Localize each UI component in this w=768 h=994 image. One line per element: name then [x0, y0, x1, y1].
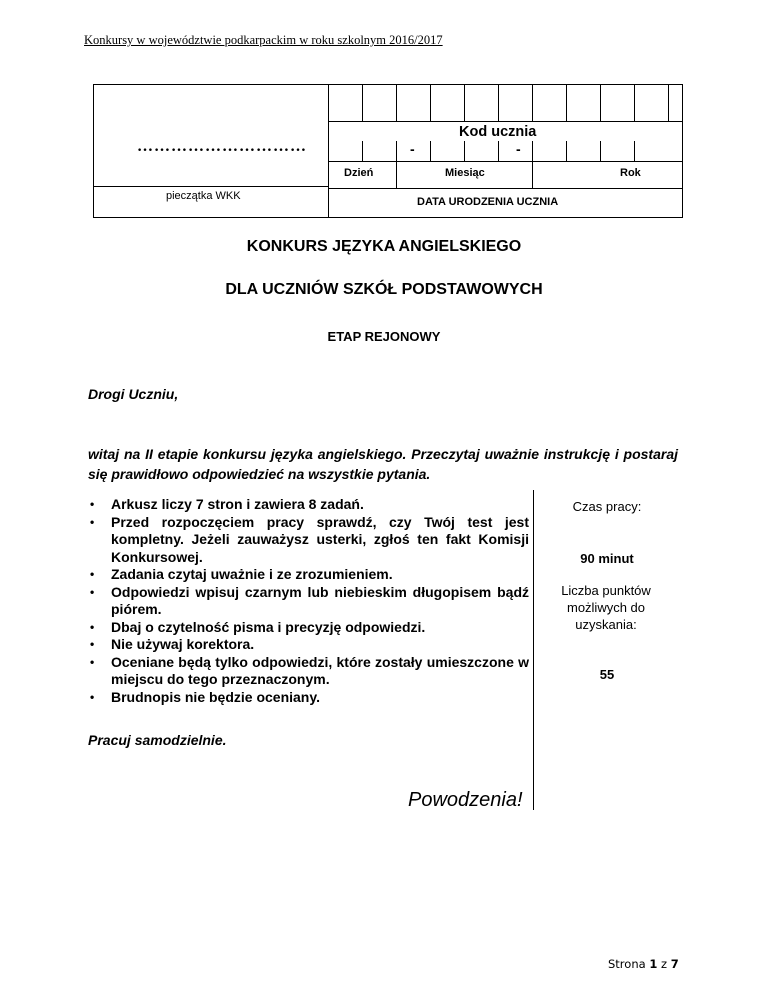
code-cell[interactable]: [532, 84, 566, 121]
contest-title: KONKURS JĘZYKA ANGIELSKIEGO: [246, 238, 522, 255]
good-luck: Powodzenia!: [408, 789, 523, 811]
list-item: • Oceniane będą tylko odpowiedzi, które zostały umieszczone w miejscu do tego przeznaczonym.: [111, 654, 529, 689]
points-value: 55: [599, 667, 615, 682]
stamp-label: pieczątka WKK: [166, 190, 241, 202]
date-cell-divider: [634, 141, 635, 161]
footer-middle: z: [657, 957, 671, 971]
code-cell[interactable]: [634, 84, 668, 121]
list-item: • Odpowiedzi wpisuj czarnym lub niebieskim długopisem bądź piórem.: [111, 584, 529, 619]
code-cells: [328, 84, 702, 121]
time-label: Czas pracy:: [572, 499, 642, 514]
code-cell[interactable]: [328, 84, 362, 121]
list-item: • Brudnopis nie będzie oceniany.: [111, 689, 529, 707]
list-item: • Przed rozpoczęciem pracy sprawdź, czy Twój test jest kompletny. Jeżeli zauważysz usterki, zgłoś ten fakt Komisji Konkursowej.: [111, 514, 529, 567]
date-separator: -: [516, 141, 521, 157]
greeting: Drogi Uczniu,: [88, 386, 179, 402]
work-alone-note: Pracuj samodzielnie.: [88, 732, 227, 748]
student-code-label: Kod ucznia: [459, 124, 537, 140]
stamp-placeholder: …………………………: [137, 138, 307, 155]
intro-text: witaj na II etapie konkursu języka angielskiego. Przeczytaj uważnie instrukcję i postaraj się prawidłowo odpowiedzieć na wszystkie pytania.: [88, 446, 678, 482]
code-cell[interactable]: [396, 84, 430, 121]
list-item: • Nie używaj korektora.: [111, 636, 529, 654]
code-cell[interactable]: [668, 84, 702, 121]
code-cell[interactable]: [430, 84, 464, 121]
date-cell-divider: [362, 141, 363, 161]
date-separator: -: [410, 141, 415, 157]
list-item: • Arkusz liczy 7 stron i zawiera 8 zadań.: [111, 496, 529, 514]
date-top-line: [328, 161, 682, 162]
points-label: Liczba punktów możliwych do uzyskania:: [561, 583, 651, 632]
year-label: Rok: [620, 167, 641, 179]
time-value: 90 minut: [580, 551, 634, 566]
footer-prefix: Strona: [608, 957, 650, 971]
page-header: Konkursy w województwie podkarpackim w roku szkolnym 2016/2017: [84, 33, 443, 47]
page-footer: [608, 957, 679, 971]
code-cell[interactable]: [362, 84, 396, 121]
code-cell[interactable]: [600, 84, 634, 121]
day-label: Dzień: [344, 167, 374, 179]
code-top-line: [328, 121, 682, 122]
column-separator: [533, 490, 534, 810]
date-cell-divider: [396, 141, 397, 188]
dob-label: DATA URODZENIA UCZNIA: [417, 196, 559, 208]
stage-label: ETAP REJONOWY: [327, 329, 441, 344]
date-cell-divider: [430, 141, 431, 161]
contest-subtitle: DLA UCZNIÓW SZKÓŁ PODSTAWOWYCH: [225, 281, 543, 298]
code-cell[interactable]: [566, 84, 600, 121]
date-cell-divider: [566, 141, 567, 161]
date-cell-divider: [464, 141, 465, 161]
list-item: • Zadania czytaj uważnie i ze zrozumieniem.: [111, 566, 529, 584]
instructions-list: [88, 496, 529, 706]
stamp-divider: [93, 186, 328, 187]
date-bottom-line: [328, 188, 682, 189]
date-cell-divider: [498, 141, 499, 161]
list-item: • Dbaj o czytelność pisma i precyzję odpowiedzi.: [111, 619, 529, 637]
page-total: 7: [670, 957, 679, 971]
month-label: Miesiąc: [445, 167, 485, 179]
date-cell-divider: [532, 141, 533, 188]
code-cell[interactable]: [464, 84, 498, 121]
date-cell-divider: [600, 141, 601, 161]
code-cell[interactable]: [498, 84, 532, 121]
page-number: 1: [649, 957, 658, 971]
